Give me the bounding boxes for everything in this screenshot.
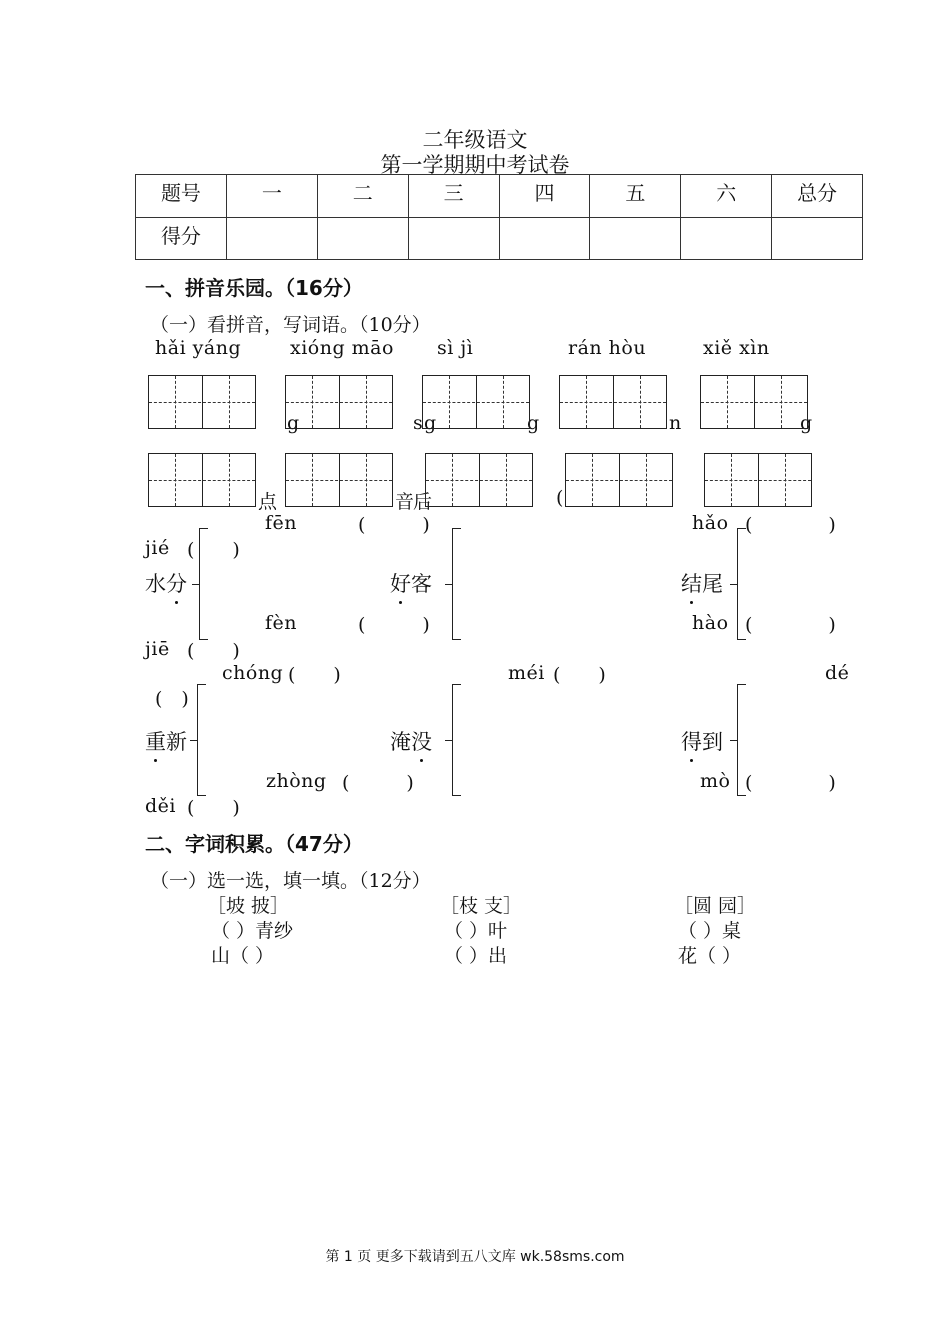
score-table-header: 四	[499, 175, 590, 218]
polyphone-option: jié	[145, 537, 170, 559]
score-table-header: 一	[226, 175, 317, 218]
pinyin-fragment: g	[424, 412, 437, 434]
pinyin-fragment: s	[413, 412, 424, 434]
polyphone-option: chóng	[222, 662, 284, 684]
writing-grid[interactable]	[285, 375, 393, 429]
answer-blank[interactable]: ( )	[358, 514, 430, 536]
polyphone-word	[390, 726, 432, 756]
answer-blank[interactable]: ( )	[187, 797, 240, 819]
score-cell[interactable]	[408, 217, 499, 260]
sub2-fragment: 点	[258, 491, 278, 513]
word-char: 客	[411, 572, 432, 596]
char-choice: ［枝 支］	[440, 895, 523, 917]
pinyin-prompt: sì jì	[437, 337, 474, 359]
fill-item[interactable]: （ ）青纱	[211, 920, 294, 942]
section2-sub1: （一）选一选，填一填。（12分）	[150, 870, 431, 892]
word-char: 淹	[390, 730, 411, 754]
brace	[452, 684, 453, 796]
writing-grid[interactable]	[422, 375, 530, 429]
polyphone-option: zhòng	[266, 770, 327, 792]
pinyin-prompt: xiě xìn	[703, 337, 770, 359]
section1-heading: 一、拼音乐园。（16分）	[145, 276, 363, 300]
fill-item[interactable]: （ ）出	[444, 945, 508, 967]
answer-blank[interactable]: ( )	[288, 664, 341, 686]
score-table-header: 题号	[136, 175, 227, 218]
word-char-dotted: 好	[390, 568, 411, 598]
word-char-dotted: 重	[145, 726, 166, 756]
paper-title: 二年级语文	[422, 128, 528, 152]
sub2-fragment: 音	[395, 491, 415, 513]
writing-grid[interactable]	[700, 375, 808, 429]
score-cell[interactable]	[590, 217, 681, 260]
score-cell[interactable]	[226, 217, 317, 260]
answer-blank[interactable]: ( )	[553, 664, 606, 686]
page-footer: 第 1 页 更多下载请到五八文库 wk.58sms.com	[325, 1249, 625, 1265]
score-table-header: 五	[590, 175, 681, 218]
score-table-header: 三	[408, 175, 499, 218]
sub2-fragment: (	[556, 487, 564, 509]
brace	[737, 684, 738, 796]
writing-grid[interactable]	[285, 453, 393, 507]
char-choice: ［坡 披］	[207, 895, 290, 917]
fill-item[interactable]: 花（ ）	[678, 945, 742, 967]
word-char-dotted: 分	[166, 568, 187, 598]
score-table	[135, 174, 863, 260]
writing-grid[interactable]	[565, 453, 673, 507]
score-row-label: 得分	[136, 217, 227, 260]
brace	[737, 528, 738, 640]
sub2-fragment: 后	[413, 491, 433, 513]
polyphone-option: méi	[508, 662, 545, 684]
polyphone-option: fēn	[265, 512, 298, 534]
writing-grid[interactable]	[704, 453, 812, 507]
brace	[452, 528, 453, 640]
polyphone-option: fèn	[265, 612, 298, 634]
answer-blank[interactable]: ( )	[358, 614, 430, 636]
score-table-header: 总分	[772, 175, 863, 218]
writing-grid[interactable]	[559, 375, 667, 429]
score-cell[interactable]	[499, 217, 590, 260]
section2-heading: 二、字词积累。（47分）	[145, 832, 363, 856]
polyphone-option: hǎo	[692, 512, 729, 534]
score-cell[interactable]	[317, 217, 408, 260]
polyphone-option: jiē	[145, 638, 170, 660]
polyphone-option: mò	[700, 770, 731, 792]
word-char-dotted: 结	[681, 568, 702, 598]
pinyin-prompt: hǎi yáng	[155, 337, 242, 359]
word-char: 尾	[702, 572, 723, 596]
polyphone-word	[145, 726, 187, 756]
answer-blank[interactable]: ( )	[745, 772, 836, 794]
answer-blank[interactable]: ( )	[155, 688, 189, 710]
pinyin-fragment: g	[800, 412, 813, 434]
answer-blank[interactable]: ( )	[187, 640, 240, 662]
polyphone-option: dé	[825, 662, 850, 684]
score-cell[interactable]	[772, 217, 863, 260]
fill-item[interactable]: 山（ ）	[211, 945, 275, 967]
fill-item[interactable]: （ ）桌	[678, 920, 742, 942]
pinyin-fragment: g	[287, 412, 300, 434]
score-table-header-row	[136, 175, 863, 218]
pinyin-fragment: n	[669, 412, 682, 434]
polyphone-word	[681, 568, 723, 598]
writing-grid[interactable]	[148, 453, 256, 507]
word-char: 到	[702, 730, 723, 754]
score-table-score-row	[136, 217, 863, 260]
word-char-dotted: 得	[681, 726, 702, 756]
pinyin-prompt: xióng māo	[290, 337, 394, 359]
word-char: 水	[145, 572, 166, 596]
pinyin-fragment: g	[527, 412, 540, 434]
score-table-header: 六	[681, 175, 772, 218]
score-cell[interactable]	[681, 217, 772, 260]
answer-blank[interactable]: ( )	[187, 539, 240, 561]
polyphone-option: hào	[692, 612, 729, 634]
fill-item[interactable]: （ ）叶	[444, 920, 508, 942]
polyphone-word	[681, 726, 723, 756]
char-choice: ［圆 园］	[674, 895, 757, 917]
polyphone-option: děi	[145, 795, 176, 817]
writing-grid[interactable]	[148, 375, 256, 429]
writing-grid[interactable]	[425, 453, 533, 507]
word-char-dotted: 没	[411, 726, 432, 756]
section1-sub1: （一）看拼音，写词语。（10分）	[150, 314, 431, 336]
pinyin-prompt: rán hòu	[568, 337, 647, 359]
polyphone-word	[145, 568, 187, 598]
answer-blank[interactable]: ( )	[745, 514, 836, 536]
answer-blank[interactable]: ( )	[342, 772, 414, 794]
polyphone-word	[390, 568, 432, 598]
answer-blank[interactable]: ( )	[745, 614, 836, 636]
paper-subtitle: 第一学期期中考试卷	[380, 153, 570, 177]
word-char: 新	[166, 730, 187, 754]
brace	[197, 684, 198, 796]
score-table-header: 二	[317, 175, 408, 218]
